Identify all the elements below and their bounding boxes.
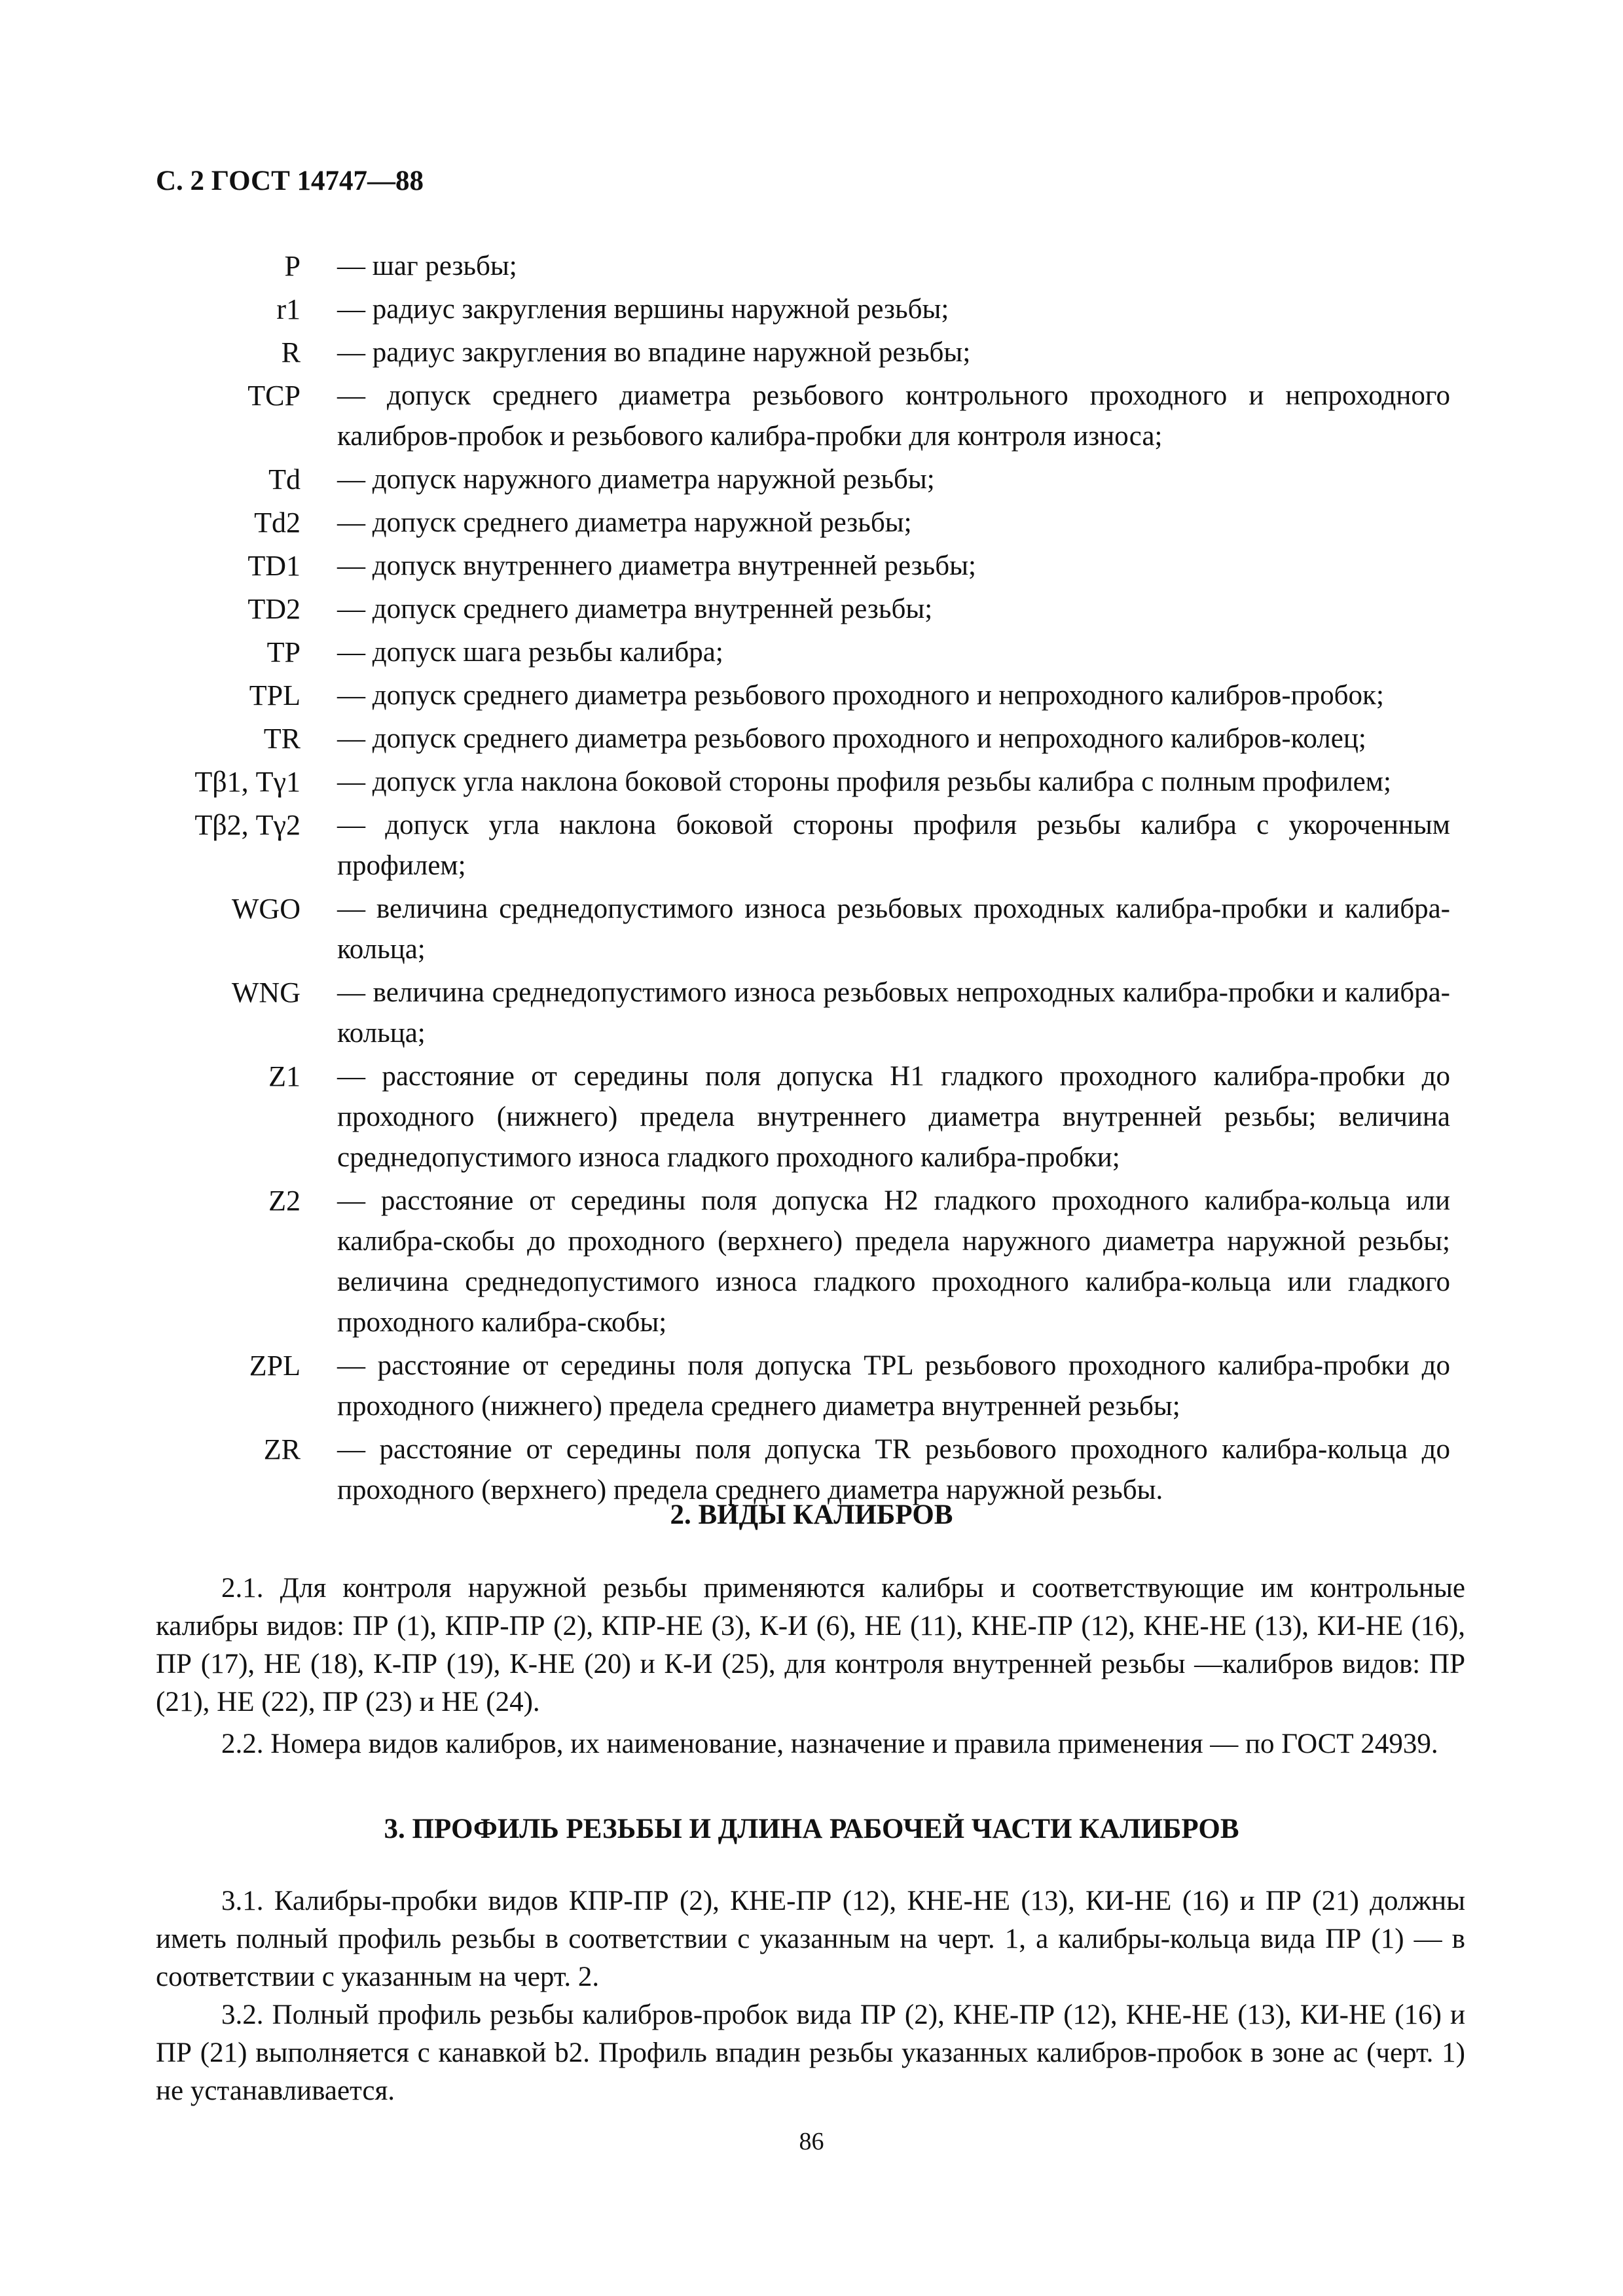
definition-item	[0, 719, 1623, 759]
definition-text: — расстояние от середины поля допуска TR резьбового проходного калибра-кольца до проходного (верхнего) предела среднего диаметра наружной резьбы.	[337, 1434, 1450, 1505]
definition-item	[0, 632, 1623, 673]
definition-item	[0, 503, 1623, 543]
definition-text: — допуск угла наклона боковой стороны профиля резьбы калибра с укороченным профилем;	[337, 810, 1450, 881]
definition-text: — расстояние от середины поля допуска TPL резьбового проходного калибра-пробки до проходного (нижнего) предела среднего диаметра внутренней резьбы;	[337, 1350, 1450, 1422]
section-2-title: 2. ВИДЫ КАЛИБРОВ	[670, 1499, 953, 1530]
definition-symbol: TD2	[247, 593, 301, 625]
definition-symbol: WGO	[231, 893, 301, 925]
definition-item	[0, 332, 1623, 373]
definition-item	[0, 459, 1623, 500]
definition-symbol: Td2	[254, 507, 301, 539]
section-3-title: 3. ПРОФИЛЬ РЕЗЬБЫ И ДЛИНА РАБОЧЕЙ ЧАСТИ КАЛИБРОВ	[384, 1814, 1239, 1844]
definition-text: — допуск среднего диаметра наружной резьбы;	[337, 507, 912, 538]
definition-item	[0, 762, 1623, 802]
definition-item	[0, 1346, 1623, 1427]
definition-item	[0, 546, 1623, 586]
definition-text: — допуск среднего диаметра резьбового проходного и непроходного калибров-колец;	[337, 723, 1366, 754]
definition-text: — шаг резьбы;	[337, 251, 517, 281]
definition-symbol: TCP	[247, 380, 301, 412]
definition-text: — величина среднедопустимого износа резьбовых проходных калибра-пробки и калибра-кольца;	[337, 893, 1450, 965]
definition-symbol: ZR	[263, 1433, 301, 1465]
definition-symbol: ZPL	[249, 1350, 301, 1382]
definition-symbol: r1	[276, 293, 301, 325]
definition-item	[0, 1181, 1623, 1343]
definition-item	[0, 376, 1623, 457]
definition-symbol: Z1	[268, 1060, 301, 1092]
section-2-paragraph-1: 2.1. Для контроля наружной резьбы применяются калибры и соответствующие им контрольные калибры видов: ПР (1), КПР-ПР (2), КПР-НЕ (3), К-И (6), НЕ (11), КНЕ-ПР (12), КНЕ-НЕ (13), КИ-НЕ (16), ПР (17), НЕ (18), К-ПР (19), К-НЕ (20) и К-И (25), для контроля внутренней резьбы —калибров видов: ПР (21), НЕ (22), ПР (23) и НЕ (24).	[156, 1573, 1465, 1717]
definition-symbol: WNG	[231, 977, 301, 1009]
definition-text: — расстояние от середины поля допуска H1 гладкого проходного калибра-пробки до проходного (нижнего) предела внутреннего диаметра внутренней резьбы; величина среднедопустимого износа гладкого проходного калибра-пробки;	[337, 1061, 1450, 1173]
definitions-list	[0, 246, 1623, 1513]
definition-item	[0, 1056, 1623, 1178]
definition-symbol: TP	[266, 636, 301, 668]
definition-text: — допуск внутреннего диаметра внутренней резьбы;	[337, 550, 976, 581]
section-2-paragraph-2: 2.2. Номера видов калибров, их наименование, назначение и правила применения — по ГОСТ 24939.	[221, 1729, 1438, 1759]
definition-symbol: TR	[263, 723, 301, 755]
definition-text: — радиус закругления вершины наружной резьбы;	[337, 294, 949, 325]
definition-item	[0, 889, 1623, 970]
page-number: 86	[799, 2128, 824, 2155]
definition-text: — допуск среднего диаметра внутренней резьбы;	[337, 594, 933, 624]
definition-text: — величина среднедопустимого износа резьбовых непроходных калибра-пробки и калибра-кольца;	[337, 977, 1450, 1049]
definition-text: — допуск угла наклона боковой стороны профиля резьбы калибра с полным профилем;	[337, 766, 1391, 797]
section-3-paragraph-2: 3.2. Полный профиль резьбы калибров-пробок вида ПР (2), КНЕ-ПР (12), КНЕ-НЕ (13), КИ-НЕ (16) и ПР (21) выполняется с канавкой b2. Профиль впадин резьбы указанных калибров-пробок в зоне aс (черт. 1) не устанавливается.	[156, 2000, 1465, 2106]
definition-text: — радиус закругления во впадине наружной резьбы;	[337, 337, 971, 368]
section-3-paragraph-1: 3.1. Калибры-пробки видов КПР-ПР (2), КНЕ-ПР (12), КНЕ-НЕ (13), КИ-НЕ (16) и ПР (21) должны иметь полный профиль резьбы в соответствии с указанным на черт. 1, а калибры-кольца вида ПР (1) — в соответствии с указанным на черт. 2.	[156, 1886, 1465, 1992]
definition-item	[0, 805, 1623, 886]
definition-text: — допуск среднего диаметра резьбового проходного и непроходного калибров-пробок;	[337, 680, 1384, 711]
definition-item	[0, 246, 1623, 287]
definition-symbol: Td	[268, 463, 301, 495]
definition-symbol: Tβ2, Tγ2	[194, 809, 301, 841]
definition-text: — расстояние от середины поля допуска H2 гладкого проходного калибра-кольца или калибра-скобы до проходного (верхнего) предела наружного диаметра наружной резьбы; величина среднедопустимого износа гладкого проходного калибра-кольца или гладкого проходного калибра-скобы;	[337, 1185, 1450, 1338]
definition-symbol: Tβ1, Tγ1	[194, 766, 301, 798]
definition-symbol: P	[284, 250, 301, 282]
definition-item	[0, 675, 1623, 716]
definition-text: — допуск шага резьбы калибра;	[337, 637, 723, 668]
definition-item	[0, 589, 1623, 630]
definition-item	[0, 289, 1623, 330]
page-header: С. 2 ГОСТ 14747—88	[156, 166, 424, 196]
definition-symbol: Z2	[268, 1185, 301, 1217]
definition-symbol: TPL	[249, 679, 301, 711]
definition-symbol: TD1	[247, 550, 301, 582]
definition-text: — допуск среднего диаметра резьбового контрольного проходного и непроходного калибров-пробок и резьбового калибра-пробки для контроля износа;	[337, 380, 1450, 452]
definition-text: — допуск наружного диаметра наружной резьбы;	[337, 464, 935, 495]
definition-symbol: R	[281, 336, 301, 368]
definition-item	[0, 973, 1623, 1054]
